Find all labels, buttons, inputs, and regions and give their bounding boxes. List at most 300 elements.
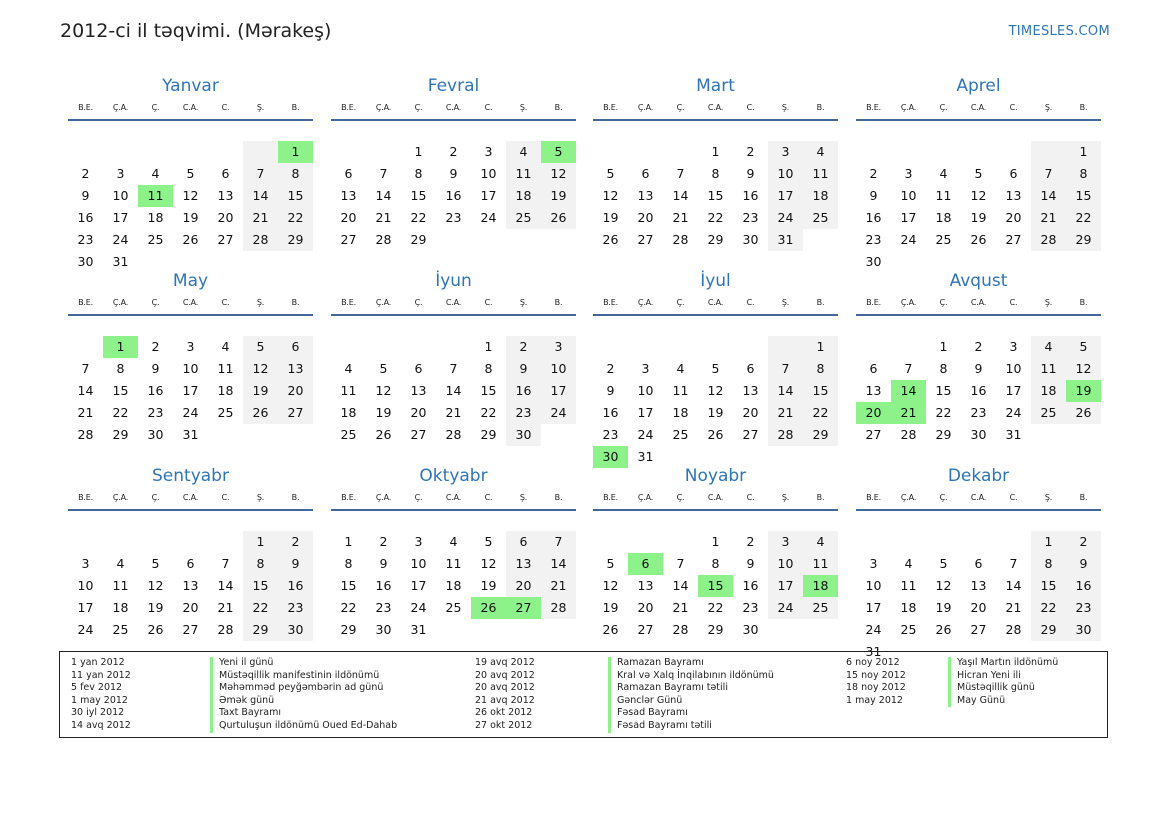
- day-cell[interactable]: 2: [278, 531, 313, 553]
- day-cell[interactable]: 6: [221, 166, 230, 181]
- day-cell[interactable]: 4: [803, 531, 838, 553]
- day-cell[interactable]: 9: [974, 361, 983, 376]
- day-cell[interactable]: 16: [1066, 575, 1101, 597]
- day-cell[interactable]: 18: [340, 405, 357, 420]
- day-cell[interactable]: 21: [77, 405, 94, 420]
- day-cell[interactable]: 23: [375, 600, 392, 615]
- day-cell[interactable]: 18: [506, 185, 541, 207]
- holiday-day-cell[interactable]: 20: [856, 402, 891, 424]
- day-cell[interactable]: 17: [865, 600, 882, 615]
- day-cell[interactable]: 17: [900, 210, 917, 225]
- day-cell[interactable]: 6: [1009, 166, 1018, 181]
- day-cell[interactable]: 30: [742, 622, 759, 637]
- day-cell[interactable]: 22: [1031, 597, 1066, 619]
- day-cell[interactable]: 18: [935, 210, 952, 225]
- day-cell[interactable]: 20: [970, 600, 987, 615]
- day-cell[interactable]: 21: [1005, 600, 1022, 615]
- day-cell[interactable]: 27: [340, 232, 357, 247]
- day-cell[interactable]: 20: [506, 575, 541, 597]
- day-cell[interactable]: 4: [116, 556, 125, 571]
- day-cell[interactable]: 12: [970, 188, 987, 203]
- day-cell[interactable]: 13: [278, 358, 313, 380]
- day-cell[interactable]: 8: [484, 361, 493, 376]
- day-cell[interactable]: 25: [803, 207, 838, 229]
- holiday-day-cell[interactable]: 26: [471, 597, 506, 619]
- day-cell[interactable]: 5: [186, 166, 195, 181]
- day-cell[interactable]: 27: [637, 232, 654, 247]
- day-cell[interactable]: 28: [217, 622, 234, 637]
- day-cell[interactable]: 4: [221, 339, 230, 354]
- day-cell[interactable]: 23: [147, 405, 164, 420]
- day-cell[interactable]: 10: [768, 163, 803, 185]
- day-cell[interactable]: 25: [506, 207, 541, 229]
- day-cell[interactable]: 7: [904, 361, 913, 376]
- day-cell[interactable]: 14: [541, 553, 576, 575]
- day-cell[interactable]: 30: [278, 619, 313, 641]
- day-cell[interactable]: 2: [869, 166, 878, 181]
- day-cell[interactable]: 10: [768, 553, 803, 575]
- day-cell[interactable]: 11: [1031, 358, 1066, 380]
- day-cell[interactable]: 31: [410, 622, 427, 637]
- holiday-day-cell[interactable]: 27: [506, 597, 541, 619]
- day-cell[interactable]: 11: [803, 163, 838, 185]
- day-cell[interactable]: 24: [1005, 405, 1022, 420]
- day-cell[interactable]: 6: [974, 556, 983, 571]
- day-cell[interactable]: 1: [803, 336, 838, 358]
- day-cell[interactable]: 12: [480, 556, 497, 571]
- day-cell[interactable]: 9: [746, 166, 755, 181]
- day-cell[interactable]: 13: [182, 578, 199, 593]
- day-cell[interactable]: 3: [869, 556, 878, 571]
- day-cell[interactable]: 3: [116, 166, 125, 181]
- day-cell[interactable]: 17: [768, 575, 803, 597]
- day-cell[interactable]: 14: [672, 578, 689, 593]
- day-cell[interactable]: 27: [742, 427, 759, 442]
- day-cell[interactable]: 28: [900, 427, 917, 442]
- day-cell[interactable]: 17: [637, 405, 654, 420]
- day-cell[interactable]: 22: [278, 207, 313, 229]
- day-cell[interactable]: 22: [707, 210, 724, 225]
- day-cell[interactable]: 12: [541, 163, 576, 185]
- day-cell[interactable]: 1: [1066, 141, 1101, 163]
- day-cell[interactable]: 3: [81, 556, 90, 571]
- day-cell[interactable]: 4: [344, 361, 353, 376]
- day-cell[interactable]: 17: [768, 185, 803, 207]
- day-cell[interactable]: 9: [278, 553, 313, 575]
- day-cell[interactable]: 6: [278, 336, 313, 358]
- day-cell[interactable]: 3: [641, 361, 650, 376]
- day-cell[interactable]: 8: [711, 166, 720, 181]
- day-cell[interactable]: 15: [1066, 185, 1101, 207]
- day-cell[interactable]: 26: [1066, 402, 1101, 424]
- day-cell[interactable]: 28: [445, 427, 462, 442]
- holiday-day-cell[interactable]: 18: [803, 575, 838, 597]
- day-cell[interactable]: 23: [970, 405, 987, 420]
- day-cell[interactable]: 9: [869, 188, 878, 203]
- day-cell[interactable]: 19: [602, 210, 619, 225]
- day-cell[interactable]: 26: [602, 622, 619, 637]
- day-cell[interactable]: 3: [186, 339, 195, 354]
- day-cell[interactable]: 14: [768, 380, 803, 402]
- day-cell[interactable]: 5: [974, 166, 983, 181]
- day-cell[interactable]: 17: [182, 383, 199, 398]
- day-cell[interactable]: 9: [606, 383, 615, 398]
- day-cell[interactable]: 18: [1031, 380, 1066, 402]
- day-cell[interactable]: 29: [278, 229, 313, 251]
- day-cell[interactable]: 15: [1031, 575, 1066, 597]
- day-cell[interactable]: 11: [803, 553, 838, 575]
- day-cell[interactable]: 4: [506, 141, 541, 163]
- holiday-day-cell[interactable]: 15: [698, 575, 733, 597]
- day-cell[interactable]: 19: [480, 578, 497, 593]
- day-cell[interactable]: 17: [77, 600, 94, 615]
- day-cell[interactable]: 4: [1031, 336, 1066, 358]
- day-cell[interactable]: 10: [182, 361, 199, 376]
- day-cell[interactable]: 11: [900, 578, 917, 593]
- day-cell[interactable]: 9: [1066, 553, 1101, 575]
- day-cell[interactable]: 7: [676, 556, 685, 571]
- day-cell[interactable]: 17: [112, 210, 129, 225]
- day-cell[interactable]: 14: [1031, 185, 1066, 207]
- day-cell[interactable]: 9: [81, 188, 90, 203]
- day-cell[interactable]: 27: [865, 427, 882, 442]
- day-cell[interactable]: 13: [742, 383, 759, 398]
- day-cell[interactable]: 11: [112, 578, 129, 593]
- day-cell[interactable]: 13: [340, 188, 357, 203]
- day-cell[interactable]: 2: [449, 144, 458, 159]
- day-cell[interactable]: 19: [602, 600, 619, 615]
- day-cell[interactable]: 20: [182, 600, 199, 615]
- day-cell[interactable]: 21: [1031, 207, 1066, 229]
- day-cell[interactable]: 22: [410, 210, 427, 225]
- day-cell[interactable]: 29: [243, 619, 278, 641]
- day-cell[interactable]: 1: [711, 144, 720, 159]
- day-cell[interactable]: 28: [1031, 229, 1066, 251]
- day-cell[interactable]: 29: [340, 622, 357, 637]
- day-cell[interactable]: 7: [449, 361, 458, 376]
- day-cell[interactable]: 3: [768, 141, 803, 163]
- day-cell[interactable]: 24: [865, 622, 882, 637]
- day-cell[interactable]: 25: [672, 427, 689, 442]
- day-cell[interactable]: 3: [414, 534, 423, 549]
- day-cell[interactable]: 21: [243, 207, 278, 229]
- day-cell[interactable]: 8: [803, 358, 838, 380]
- day-cell[interactable]: 15: [480, 383, 497, 398]
- day-cell[interactable]: 27: [278, 402, 313, 424]
- day-cell[interactable]: 8: [1066, 163, 1101, 185]
- day-cell[interactable]: 2: [151, 339, 160, 354]
- day-cell[interactable]: 11: [672, 383, 689, 398]
- day-cell[interactable]: 13: [1005, 188, 1022, 203]
- day-cell[interactable]: 29: [1066, 229, 1101, 251]
- day-cell[interactable]: 14: [672, 188, 689, 203]
- day-cell[interactable]: 7: [1031, 163, 1066, 185]
- day-cell[interactable]: 20: [278, 380, 313, 402]
- day-cell[interactable]: 28: [541, 597, 576, 619]
- day-cell[interactable]: 23: [506, 402, 541, 424]
- day-cell[interactable]: 5: [939, 556, 948, 571]
- day-cell[interactable]: 12: [602, 578, 619, 593]
- day-cell[interactable]: 29: [1031, 619, 1066, 641]
- day-cell[interactable]: 15: [112, 383, 129, 398]
- day-cell[interactable]: 27: [217, 232, 234, 247]
- day-cell[interactable]: 21: [672, 210, 689, 225]
- day-cell[interactable]: 27: [1005, 232, 1022, 247]
- day-cell[interactable]: 6: [641, 166, 650, 181]
- day-cell[interactable]: 1: [939, 339, 948, 354]
- day-cell[interactable]: 6: [344, 166, 353, 181]
- day-cell[interactable]: 30: [1066, 619, 1101, 641]
- day-cell[interactable]: 12: [182, 188, 199, 203]
- day-cell[interactable]: 25: [147, 232, 164, 247]
- day-cell[interactable]: 7: [243, 163, 278, 185]
- day-cell[interactable]: 23: [742, 210, 759, 225]
- day-cell[interactable]: 7: [379, 166, 388, 181]
- day-cell[interactable]: 11: [340, 383, 357, 398]
- day-cell[interactable]: 30: [77, 254, 94, 269]
- day-cell[interactable]: 24: [900, 232, 917, 247]
- day-cell[interactable]: 4: [803, 141, 838, 163]
- day-cell[interactable]: 2: [974, 339, 983, 354]
- day-cell[interactable]: 8: [344, 556, 353, 571]
- day-cell[interactable]: 25: [340, 427, 357, 442]
- day-cell[interactable]: 17: [541, 380, 576, 402]
- day-cell[interactable]: 2: [379, 534, 388, 549]
- day-cell[interactable]: 10: [77, 578, 94, 593]
- day-cell[interactable]: 25: [217, 405, 234, 420]
- day-cell[interactable]: 29: [707, 232, 724, 247]
- day-cell[interactable]: 7: [768, 358, 803, 380]
- day-cell[interactable]: 25: [112, 622, 129, 637]
- day-cell[interactable]: 23: [77, 232, 94, 247]
- day-cell[interactable]: 24: [637, 427, 654, 442]
- day-cell[interactable]: 12: [935, 578, 952, 593]
- holiday-day-cell[interactable]: 30: [593, 446, 628, 468]
- day-cell[interactable]: 26: [541, 207, 576, 229]
- day-cell[interactable]: 26: [707, 427, 724, 442]
- day-cell[interactable]: 6: [746, 361, 755, 376]
- day-cell[interactable]: 22: [935, 405, 952, 420]
- day-cell[interactable]: 26: [243, 402, 278, 424]
- holiday-day-cell[interactable]: 1: [278, 141, 313, 163]
- day-cell[interactable]: 14: [77, 383, 94, 398]
- day-cell[interactable]: 3: [1009, 339, 1018, 354]
- day-cell[interactable]: 8: [116, 361, 125, 376]
- day-cell[interactable]: 29: [480, 427, 497, 442]
- day-cell[interactable]: 3: [484, 144, 493, 159]
- day-cell[interactable]: 18: [445, 578, 462, 593]
- day-cell[interactable]: 30: [865, 254, 882, 269]
- day-cell[interactable]: 30: [375, 622, 392, 637]
- day-cell[interactable]: 10: [410, 556, 427, 571]
- day-cell[interactable]: 1: [344, 534, 353, 549]
- day-cell[interactable]: 23: [865, 232, 882, 247]
- day-cell[interactable]: 16: [445, 188, 462, 203]
- day-cell[interactable]: 19: [707, 405, 724, 420]
- day-cell[interactable]: 7: [676, 166, 685, 181]
- day-cell[interactable]: 14: [217, 578, 234, 593]
- day-cell[interactable]: 26: [935, 622, 952, 637]
- day-cell[interactable]: 16: [970, 383, 987, 398]
- day-cell[interactable]: 15: [410, 188, 427, 203]
- day-cell[interactable]: 12: [243, 358, 278, 380]
- day-cell[interactable]: 30: [147, 427, 164, 442]
- day-cell[interactable]: 3: [541, 336, 576, 358]
- day-cell[interactable]: 16: [865, 210, 882, 225]
- day-cell[interactable]: 28: [672, 232, 689, 247]
- day-cell[interactable]: 20: [340, 210, 357, 225]
- day-cell[interactable]: 27: [970, 622, 987, 637]
- day-cell[interactable]: 26: [375, 427, 392, 442]
- day-cell[interactable]: 6: [506, 531, 541, 553]
- day-cell[interactable]: 18: [672, 405, 689, 420]
- day-cell[interactable]: 31: [637, 449, 654, 464]
- day-cell[interactable]: 1: [711, 534, 720, 549]
- day-cell[interactable]: 20: [637, 600, 654, 615]
- day-cell[interactable]: 20: [410, 405, 427, 420]
- day-cell[interactable]: 6: [414, 361, 423, 376]
- day-cell[interactable]: 15: [935, 383, 952, 398]
- day-cell[interactable]: 5: [151, 556, 160, 571]
- day-cell[interactable]: 29: [803, 424, 838, 446]
- holiday-day-cell[interactable]: 14: [891, 380, 926, 402]
- day-cell[interactable]: 31: [865, 644, 882, 659]
- day-cell[interactable]: 3: [768, 531, 803, 553]
- day-cell[interactable]: 12: [707, 383, 724, 398]
- day-cell[interactable]: 16: [375, 578, 392, 593]
- day-cell[interactable]: 9: [449, 166, 458, 181]
- day-cell[interactable]: 20: [217, 210, 234, 225]
- day-cell[interactable]: 23: [602, 427, 619, 442]
- day-cell[interactable]: 10: [1005, 361, 1022, 376]
- day-cell[interactable]: 10: [865, 578, 882, 593]
- day-cell[interactable]: 15: [243, 575, 278, 597]
- day-cell[interactable]: 17: [480, 188, 497, 203]
- day-cell[interactable]: 5: [1066, 336, 1101, 358]
- day-cell[interactable]: 5: [606, 166, 615, 181]
- day-cell[interactable]: 7: [541, 531, 576, 553]
- day-cell[interactable]: 20: [637, 210, 654, 225]
- day-cell[interactable]: 8: [1031, 553, 1066, 575]
- day-cell[interactable]: 12: [375, 383, 392, 398]
- day-cell[interactable]: 25: [803, 597, 838, 619]
- day-cell[interactable]: 25: [1031, 402, 1066, 424]
- day-cell[interactable]: 10: [637, 383, 654, 398]
- day-cell[interactable]: 18: [217, 383, 234, 398]
- day-cell[interactable]: 12: [1066, 358, 1101, 380]
- day-cell[interactable]: 30: [742, 232, 759, 247]
- day-cell[interactable]: 5: [379, 361, 388, 376]
- day-cell[interactable]: 18: [803, 185, 838, 207]
- holiday-day-cell[interactable]: 19: [1066, 380, 1101, 402]
- day-cell[interactable]: 19: [935, 600, 952, 615]
- day-cell[interactable]: 28: [243, 229, 278, 251]
- day-cell[interactable]: 27: [637, 622, 654, 637]
- day-cell[interactable]: 26: [147, 622, 164, 637]
- day-cell[interactable]: 2: [81, 166, 90, 181]
- holiday-day-cell[interactable]: 6: [628, 553, 663, 575]
- day-cell[interactable]: 26: [182, 232, 199, 247]
- day-cell[interactable]: 29: [112, 427, 129, 442]
- holiday-day-cell[interactable]: 11: [138, 185, 173, 207]
- day-cell[interactable]: 10: [480, 166, 497, 181]
- day-cell[interactable]: 22: [803, 402, 838, 424]
- day-cell[interactable]: 24: [182, 405, 199, 420]
- day-cell[interactable]: 29: [707, 622, 724, 637]
- day-cell[interactable]: 21: [672, 600, 689, 615]
- day-cell[interactable]: 7: [81, 361, 90, 376]
- day-cell[interactable]: 31: [182, 427, 199, 442]
- day-cell[interactable]: 10: [900, 188, 917, 203]
- day-cell[interactable]: 11: [935, 188, 952, 203]
- day-cell[interactable]: 19: [375, 405, 392, 420]
- day-cell[interactable]: 28: [375, 232, 392, 247]
- day-cell[interactable]: 18: [900, 600, 917, 615]
- day-cell[interactable]: 11: [506, 163, 541, 185]
- day-cell[interactable]: 16: [742, 188, 759, 203]
- day-cell[interactable]: 20: [1005, 210, 1022, 225]
- day-cell[interactable]: 24: [410, 600, 427, 615]
- day-cell[interactable]: 16: [742, 578, 759, 593]
- day-cell[interactable]: 19: [970, 210, 987, 225]
- day-cell[interactable]: 31: [768, 229, 803, 251]
- day-cell[interactable]: 28: [768, 424, 803, 446]
- day-cell[interactable]: 2: [1066, 531, 1101, 553]
- day-cell[interactable]: 20: [742, 405, 759, 420]
- holiday-day-cell[interactable]: 5: [541, 141, 576, 163]
- holiday-day-cell[interactable]: 1: [103, 336, 138, 358]
- day-cell[interactable]: 11: [217, 361, 234, 376]
- day-cell[interactable]: 23: [742, 600, 759, 615]
- day-cell[interactable]: 15: [278, 185, 313, 207]
- day-cell[interactable]: 28: [672, 622, 689, 637]
- day-cell[interactable]: 6: [869, 361, 878, 376]
- day-cell[interactable]: 18: [112, 600, 129, 615]
- day-cell[interactable]: 31: [1005, 427, 1022, 442]
- day-cell[interactable]: 27: [182, 622, 199, 637]
- day-cell[interactable]: 21: [768, 402, 803, 424]
- day-cell[interactable]: 22: [707, 600, 724, 615]
- day-cell[interactable]: 22: [243, 597, 278, 619]
- day-cell[interactable]: 9: [746, 556, 755, 571]
- day-cell[interactable]: 14: [1005, 578, 1022, 593]
- day-cell[interactable]: 22: [340, 600, 357, 615]
- day-cell[interactable]: 4: [904, 556, 913, 571]
- day-cell[interactable]: 13: [637, 578, 654, 593]
- day-cell[interactable]: 14: [445, 383, 462, 398]
- day-cell[interactable]: 23: [278, 597, 313, 619]
- day-cell[interactable]: 8: [939, 361, 948, 376]
- day-cell[interactable]: 16: [77, 210, 94, 225]
- day-cell[interactable]: 1: [414, 144, 423, 159]
- day-cell[interactable]: 2: [746, 144, 755, 159]
- day-cell[interactable]: 15: [707, 188, 724, 203]
- day-cell[interactable]: 12: [602, 188, 619, 203]
- day-cell[interactable]: 12: [147, 578, 164, 593]
- day-cell[interactable]: 24: [480, 210, 497, 225]
- brand-link[interactable]: TIMESLES.COM: [1008, 24, 1110, 39]
- day-cell[interactable]: 24: [768, 597, 803, 619]
- day-cell[interactable]: 25: [935, 232, 952, 247]
- day-cell[interactable]: 22: [112, 405, 129, 420]
- day-cell[interactable]: 9: [151, 361, 160, 376]
- day-cell[interactable]: 21: [217, 600, 234, 615]
- day-cell[interactable]: 25: [900, 622, 917, 637]
- day-cell[interactable]: 5: [484, 534, 493, 549]
- day-cell[interactable]: 4: [676, 361, 685, 376]
- day-cell[interactable]: 19: [243, 380, 278, 402]
- day-cell[interactable]: 25: [445, 600, 462, 615]
